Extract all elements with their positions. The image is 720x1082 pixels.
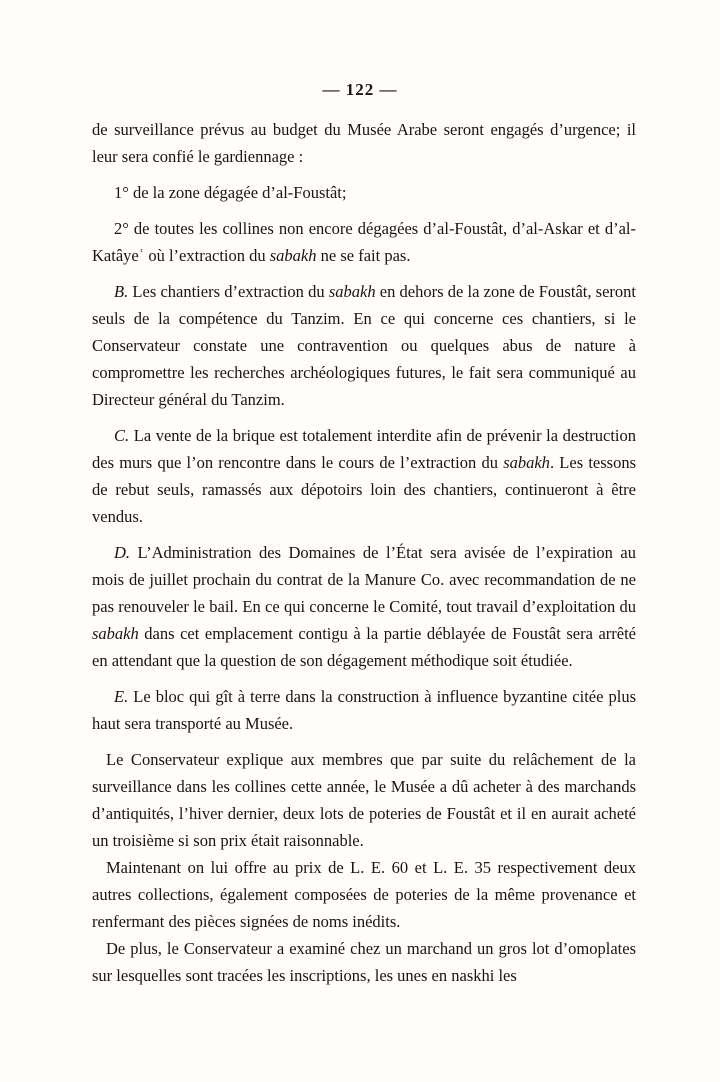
text-segment: Maintenant on lui offre au prix de L. E. 60 et L. E. 35 respectivement deux autres collections, également composées de poteries de la même provenance et renfermant des pièces signées de noms inédits. [92, 858, 636, 931]
document-body [92, 116, 636, 989]
text-segment: L’Administration des Domaines de l’État sera avisée de l’expiration au mois de juillet prochain du contrat de la Manure Co. avec recommandation de ne pas renouveler le bail. En ce qui concerne le Comité, tout travail d’exploitation du [92, 543, 636, 616]
text-segment: 1° de la zone dégagée d’al-Foustât; [114, 183, 347, 202]
text-segment: 2° de toutes les collines non encore dégagées d’al-Foustât, d’al-Askar et d’al-Katâyeʿ où l’extraction du [92, 219, 636, 265]
text-segment: La vente de la brique est totalement interdite afin de prévenir la destruction des murs que l’on rencontre dans le cours de l’extraction du [92, 426, 636, 472]
text-segment: Le bloc qui gît à terre dans la construction à influence byzantine citée plus haut sera transporté au Musée. [92, 687, 636, 733]
text-segment: de surveillance prévus au budget du Musée Arabe seront engagés d’urgence; il leur sera confié le gardiennage : [92, 120, 636, 166]
text-segment: ne se fait pas. [316, 246, 411, 265]
paragraph [92, 854, 636, 935]
text-segment: dans cet emplacement contigu à la partie déblayée de Foustât sera arrêté en attendant que la question de son dégagement méthodique soit étudiée. [92, 624, 636, 670]
page-number: — 122 — [322, 80, 398, 99]
paragraph [92, 179, 636, 206]
text-segment: en dehors de la zone de Foustât, seront seuls de la compétence du Tanzim. En ce qui concerne ces chantiers, si le Conservateur constate une contravention ou quelques abus de nature à compromettre les recherches archéologiques futures, le fait sera communiqué au Directeur général du Tanzim. [92, 282, 636, 409]
paragraph [92, 683, 636, 737]
paragraph [92, 422, 636, 530]
italic-text: E. [114, 687, 129, 706]
italic-text: D. [114, 543, 131, 562]
paragraph [92, 278, 636, 413]
italic-text: sabakh [92, 624, 139, 643]
paragraph [92, 746, 636, 854]
paragraph [92, 116, 636, 170]
italic-text: sabakh [328, 282, 376, 301]
text-segment: De plus, le Conservateur a examiné chez un marchand un gros lot d’omoplates sur lesquelles sont tracées les inscriptions, les unes en naskhi les [92, 939, 636, 985]
italic-text: C. [114, 426, 130, 445]
paragraph [92, 539, 636, 674]
paragraph [92, 935, 636, 989]
italic-text: sabakh [503, 453, 550, 472]
text-segment: . Les tessons de rebut seuls, ramassés aux dépotoirs loin des chantiers, continueront à être vendus. [92, 453, 637, 526]
italic-text: sabakh [269, 246, 317, 265]
text-segment: Le Conservateur explique aux membres que par suite du relâchement de la surveillance dans les collines cette année, le Musée a dû acheter à des marchands d’antiquités, l’hiver dernier, deux lots de poteries de Foustât et il en aurait acheté un troisième si son prix était raisonnable. [92, 750, 636, 850]
italic-text: B. [114, 282, 129, 301]
paragraph [92, 215, 636, 269]
text-segment: Les chantiers d’extraction du [128, 282, 329, 301]
